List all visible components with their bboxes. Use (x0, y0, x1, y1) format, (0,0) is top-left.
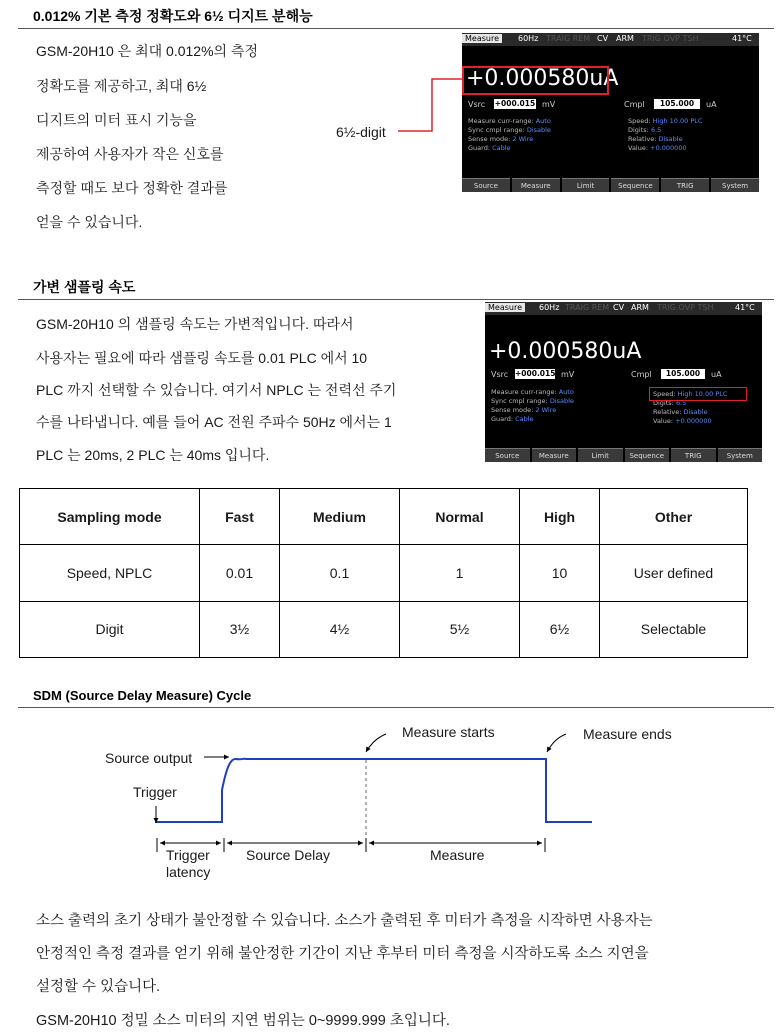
vsrc-unit: mV (542, 100, 556, 109)
measure-tab: Measure (485, 303, 525, 312)
paragraph-line: GSM-20H10 정밀 소스 미터의 지연 범위는 0~9999.999 초입니다. (36, 1013, 450, 1029)
trigger-label: Trigger (133, 784, 177, 800)
measurement-reading: +0.000580uA (489, 339, 642, 364)
cmpl-unit: uA (706, 100, 717, 109)
paragraph-line: 설정할 수 있습니다. (36, 979, 161, 995)
paragraph-line: 얻을 수 있습니다. (36, 214, 143, 230)
softkey-measure[interactable]: Measure (532, 448, 577, 462)
info-row: Digits: 6.5 (653, 399, 687, 407)
softkey-measure[interactable]: Measure (512, 178, 560, 192)
softkey-source[interactable]: Source (485, 448, 530, 462)
paragraph-line: 안정적인 측정 결과를 얻기 위해 불안정한 기간이 지난 후부터 미터 측정을 시작하도록 소스 지연을 (36, 946, 649, 962)
source-delay-label: Source Delay (246, 847, 331, 863)
section-title-accuracy: 0.012% 기본 측정 정확도와 6½ 디지트 분해능 (33, 8, 313, 24)
softkey-sequence[interactable]: Sequence (611, 178, 659, 192)
vsrc-unit: mV (561, 370, 575, 379)
temperature: 41°C (732, 34, 752, 43)
paragraph-line: GSM-20H10 은 최대 0.012%의 측정 (36, 43, 258, 59)
paragraph-line: 수를 나타냅니다. 예를 들어 AC 전원 주파수 50Hz 에서는 1 (36, 414, 392, 430)
table-cell: User defined (600, 545, 748, 601)
status-dim: TRAIG REM (565, 303, 610, 312)
softkey-system[interactable]: System (711, 178, 759, 192)
paragraph-line: PLC 까지 선택할 수 있습니다. 여기서 NPLC 는 전력선 주기 (36, 382, 397, 398)
info-row: Guard: Cable (491, 415, 534, 423)
status-dim: TRIG OVP TSH (657, 303, 714, 312)
cv-indicator: CV (597, 34, 609, 43)
status-dim: TRAIG REM (546, 34, 591, 43)
cmpl-label: Cmpl (624, 100, 645, 109)
softkey-trig[interactable]: TRIG (671, 448, 716, 462)
arm-indicator: ARM (631, 303, 649, 312)
table-cell: 6½ (520, 601, 600, 657)
measure-tab: Measure (462, 34, 502, 43)
table-header: High (520, 489, 600, 545)
table-cell: Digit (20, 601, 200, 657)
freq-indicator: 60Hz (539, 303, 560, 312)
softkey-system[interactable]: System (718, 448, 763, 462)
status-dim: TRIG OVP TSH (642, 34, 699, 43)
paragraph-line: 정확도를 제공하고, 최대 6½ (36, 78, 207, 94)
info-row: Measure curr-range: Auto (491, 388, 574, 396)
cmpl-unit: uA (711, 370, 722, 379)
table-cell: Speed, NPLC (20, 545, 200, 601)
table-cell: 5½ (400, 601, 520, 657)
info-row: Value: +0.000000 (628, 144, 687, 152)
softkey-sequence[interactable]: Sequence (625, 448, 670, 462)
arm-indicator: ARM (616, 34, 634, 43)
info-row: Measure curr-range: Auto (468, 117, 551, 125)
table-cell: 10 (520, 545, 600, 601)
info-row: Speed: High 10.00 PLC (653, 390, 728, 398)
table-cell: 3½ (200, 601, 280, 657)
paragraph-line: 측정할 때도 보다 정확한 결과를 (36, 180, 228, 196)
paragraph-line: 디지트의 미터 표시 기능을 (36, 112, 197, 128)
info-row: Digits: 6.5 (628, 126, 662, 134)
digit-callout-label: 6½-digit (336, 124, 386, 140)
info-row: Relative: Disable (653, 408, 708, 416)
table-cell: Selectable (600, 601, 748, 657)
vsrc-value: +000.015 (494, 99, 536, 108)
info-row: Value: +0.000000 (653, 417, 712, 425)
trigger-latency-label: latency (166, 864, 211, 880)
paragraph-line: 제공하여 사용자가 작은 신호를 (36, 146, 224, 162)
trigger-latency-label: Trigger (166, 847, 210, 863)
info-row: Speed: High 10.00 PLC (628, 117, 703, 125)
info-row: Guard: Cable (468, 144, 511, 152)
table-header: Sampling mode (20, 489, 200, 545)
paragraph-line: 사용자는 필요에 따라 샘플링 속도를 0.01 PLC 에서 10 (36, 350, 368, 366)
softkey-limit[interactable]: Limit (578, 448, 623, 462)
freq-indicator: 60Hz (518, 34, 539, 43)
vsrc-label: Vsrc (491, 370, 509, 379)
cmpl-label: Cmpl (631, 370, 652, 379)
softkey-source[interactable]: Source (462, 178, 510, 192)
info-row: Sync cmpl range: Disable (491, 397, 574, 405)
table-header: Medium (280, 489, 400, 545)
section-title-sampling: 가변 샘플링 속도 (33, 279, 136, 295)
measure-ends-label: Measure ends (583, 726, 672, 742)
info-row: Sense mode: 2 Wire (468, 135, 534, 143)
table-cell: 1 (400, 545, 520, 601)
info-row: Sense mode: 2 Wire (491, 406, 557, 414)
measure-starts-label: Measure starts (402, 724, 495, 740)
section-title-sdm: SDM (Source Delay Measure) Cycle (33, 688, 252, 703)
table-cell: 4½ (280, 601, 400, 657)
softkey-limit[interactable]: Limit (562, 178, 610, 192)
temperature: 41°C (735, 303, 755, 312)
paragraph-line: PLC 는 20ms, 2 PLC 는 40ms 입니다. (36, 447, 270, 463)
cmpl-value: 105.000 (654, 99, 700, 109)
vsrc-value: +000.015 (515, 369, 556, 378)
softkey-trig[interactable]: TRIG (661, 178, 709, 192)
info-row: Sync cmpl range: Disable (468, 126, 551, 134)
table-header: Normal (400, 489, 520, 545)
info-row: Relative: Disable (628, 135, 683, 143)
table-cell: 0.1 (280, 545, 400, 601)
source-output-label: Source output (105, 750, 193, 766)
cmpl-value: 105.000 (661, 369, 705, 379)
table-header: Fast (200, 489, 280, 545)
paragraph-line: 소스 출력의 초기 상태가 불안정할 수 있습니다. 소스가 출력된 후 미터가 측정을 시작하면 사용자는 (36, 913, 653, 929)
table-cell: 0.01 (200, 545, 280, 601)
vsrc-label: Vsrc (468, 100, 486, 109)
measure-label: Measure (430, 847, 485, 863)
table-header: Other (600, 489, 748, 545)
cv-indicator: CV (613, 303, 625, 312)
paragraph-line: GSM-20H10 의 샘플링 속도는 가변적입니다. 따라서 (36, 316, 354, 332)
measurement-reading: +0.000580uA (466, 66, 619, 91)
